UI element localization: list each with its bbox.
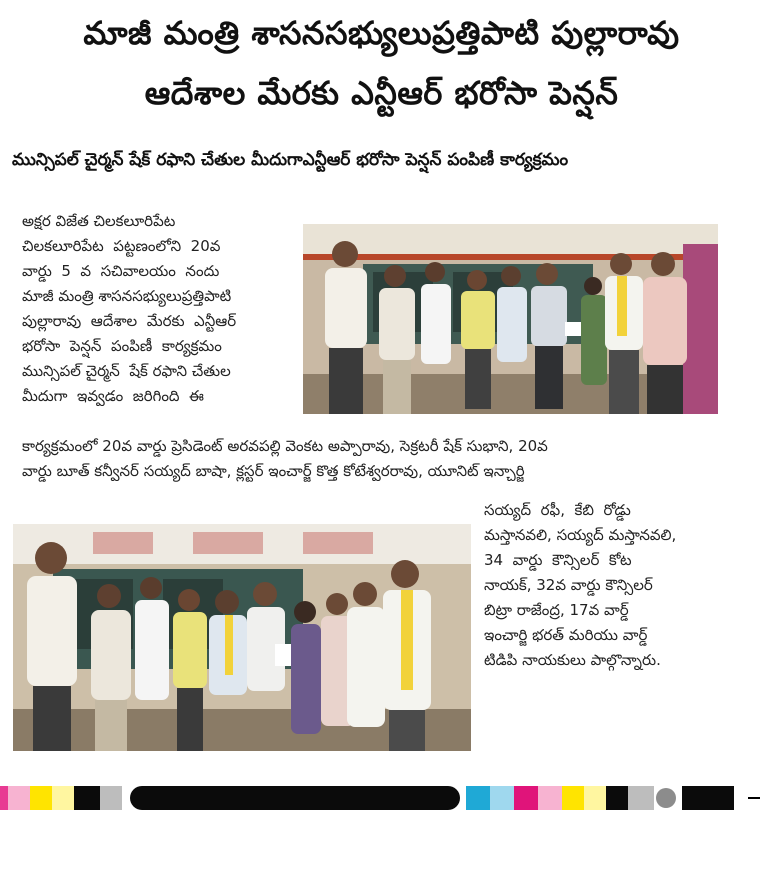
color-swatch-yellow (30, 786, 52, 810)
color-swatch-black (74, 786, 100, 810)
color-swatch-black-2 (606, 786, 628, 810)
pension-distribution-photo-2 (13, 524, 471, 751)
article-body-right-column: సయ్యద్ రఫీ, కేబి రోడ్డు మస్తానవలి, సయ్యద్ మస్తానవలి, 34 వార్డు కౌన్సిలర్ కోట నాయక్, 32వ వార్డు కౌన్సిలర్ బిట్రా రాజేంద్ర, 17వ వార్డ్ ఇంచార్జి భరత్ మరియు వార్డ్ టిడిపి నాయకులు పాల్గొన్నారు. (484, 501, 677, 669)
color-swatch-pink (8, 786, 30, 810)
color-swatch-grey-2 (628, 786, 654, 810)
article-body-left-column: అక్షర విజేత చిలకలూరిపేట చిలకలూరిపేట పట్టణంలోని 20వ వార్డు 5 వ సచివాలయం నందు మాజీ మంత్రి శాసనసభ్యులుప్రత్తిపాటి పుల్లారావు ఆదేశాల మేరకు ఎన్టీఆర్ భరోసా పెన్షన్ పంపిణీ కార్యక్రమం మున్సిపల్ చైర్మన్ షేక్ రఫాని చేతుల మీదుగా ఇవ్వడం జరిగింది ఈ (22, 212, 237, 405)
color-swatch-black-3 (682, 786, 734, 810)
color-bar-grey-dot (656, 788, 676, 808)
color-swatch-magenta-2 (514, 786, 538, 810)
color-swatch-cyan (466, 786, 490, 810)
pension-distribution-photo-1 (303, 224, 718, 414)
color-swatch-light-yellow-2 (584, 786, 606, 810)
print-color-bar (0, 786, 763, 810)
headline-line-1: మాజీ మంత్రి శాసనసభ్యులుప్రత్తిపాటి పుల్లారావు (83, 14, 680, 52)
color-bar-black-pill (130, 786, 460, 810)
article-body-full-width: కార్యక్రమంలో 20వ వార్డు ప్రెసిడెంట్ అరవపల్లి వెంకట అప్పారావు, సెక్రటరీ షేక్ సుభాని, 20వ వార్డు బూత్ కన్వీనర్ సయ్యద్ బాషా, క్లస్టర్ ఇంచార్జ్ కొత్త కోటేశ్వరరావు, యూనిట్ ఇన్చార్జి (22, 437, 548, 480)
color-swatch-grey (100, 786, 122, 810)
subheadline: మున్సిపల్ చైర్మన్ షేక్ రఫాని చేతుల మీదుగాఎన్టీఆర్ భరోసా పెన్షన్ పంపిణీ కార్యక్రమం (12, 150, 569, 170)
color-swatch-magenta (0, 786, 8, 810)
crop-mark (748, 797, 760, 799)
headline-line-2: ఆదేశాల మేరకు ఎన్టీఆర్ భరోసా పెన్షన్ (144, 74, 619, 112)
color-swatch-pink-2 (538, 786, 562, 810)
color-swatch-light-yellow (52, 786, 74, 810)
color-swatch-yellow-2 (562, 786, 584, 810)
color-swatch-light-cyan (490, 786, 514, 810)
